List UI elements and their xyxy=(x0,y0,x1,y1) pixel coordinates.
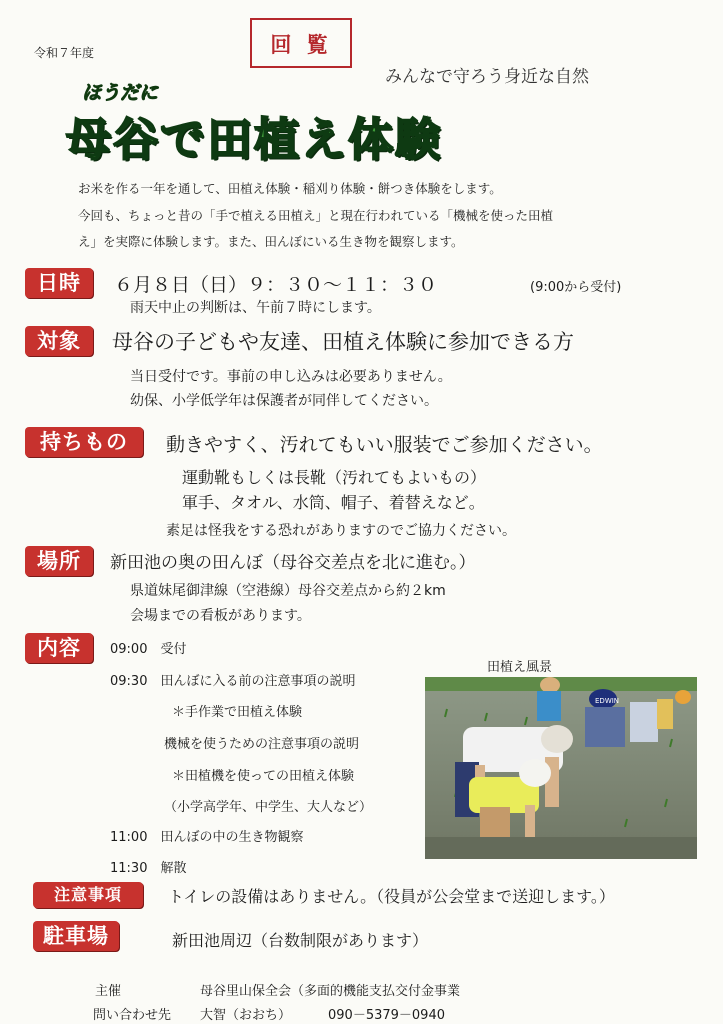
parking-text: 新田池周辺（台数制限があります） xyxy=(172,931,429,950)
datetime-main: ６月８日（日）９：３０～１１：３０ xyxy=(114,274,438,296)
parking-label: 駐車場 xyxy=(33,921,119,951)
notice-text: トイレの設備はありません。（役員が公会堂まで送迎します。） xyxy=(168,887,615,906)
notice-label: 注意事項 xyxy=(33,882,143,908)
belongings-main: 動きやすく、汚れてもいい服装でご参加ください。 xyxy=(166,434,603,456)
contact-tel: 090－5379－0940 xyxy=(328,1008,445,1023)
belongings-label: 持ちもの xyxy=(25,427,143,457)
place-label: 場所 xyxy=(25,546,93,576)
reception-time: (9:00から受付) xyxy=(530,280,622,295)
datetime-label: 日時 xyxy=(25,268,93,298)
intro-line-3: え」を実際に体験します。また、田んぼにいる生き物を観察します。 xyxy=(78,234,464,249)
content-label: 内容 xyxy=(25,633,93,663)
target-main: 母谷の子どもや友達、田植え体験に参加できる方 xyxy=(112,330,574,354)
schedule-item: 機械を使うための注意事項の説明 xyxy=(164,737,360,752)
cap-print: EDWIN xyxy=(595,697,620,705)
intro-line-2: 今回も、ちょっと昔の「手で植える田植え」と現在行われている「機械を使った田植 xyxy=(78,208,554,223)
place-line-1: 県道妹尾御津線（空港線）母谷交差点から約２km xyxy=(130,583,446,599)
schedule-item: （小学高学年、中学生、大人など） xyxy=(164,800,373,815)
intro-line-1: お米を作る一年を通して、田植え体験・稲刈り体験・餅つき体験をします。 xyxy=(78,181,502,196)
fiscal-year: 令和７年度 xyxy=(34,46,95,60)
slogan: みんなで守ろう身近な自然 xyxy=(385,67,589,87)
schedule-item: 09:30 田んぼに入る前の注意事項の説明 xyxy=(110,674,356,689)
schedule-item: 09:00 受付 xyxy=(110,642,187,657)
title-reading: ほうだに xyxy=(82,82,159,104)
organizer: 母谷里山保全会（多面的機能支払交付金事業 xyxy=(200,984,461,999)
belongings-line-2: 軍手、タオル、水筒、帽子、着替えなど。 xyxy=(182,493,485,512)
schedule-item: ＊手作業で田植え体験 xyxy=(172,705,303,720)
contact-label: 問い合わせ先 xyxy=(93,1008,172,1023)
target-line-1: 当日受付です。事前の申し込みは必要ありません。 xyxy=(130,369,452,385)
target-line-2: 幼保、小学低学年は保護者が同伴してください。 xyxy=(130,393,438,409)
rain-note: 雨天中止の判断は、午前７時にします。 xyxy=(130,300,381,316)
schedule-item: ＊田植機を使っての田植え体験 xyxy=(172,769,355,784)
rice-planting-photo xyxy=(425,677,697,859)
belongings-line-1: 運動靴もしくは長靴（汚れてもよいもの） xyxy=(182,468,487,487)
circulation-stamp: 回 覧 xyxy=(250,18,352,68)
belongings-line-3: 素足は怪我をする恐れがありますのでご協力ください。 xyxy=(166,523,516,539)
organizer-label: 主催 xyxy=(95,984,122,999)
contact-name: 大智（おおち） xyxy=(200,1008,292,1023)
place-line-2: 会場までの看板があります。 xyxy=(130,608,311,624)
photo-caption: 田植え風景 xyxy=(487,660,553,675)
page-title: 母谷で田植え体験 xyxy=(66,113,443,166)
target-label: 対象 xyxy=(25,326,93,356)
schedule-item: 11:00 田んぼの中の生き物観察 xyxy=(110,830,304,845)
place-main: 新田池の奥の田んぼ（母谷交差点を北に進む。） xyxy=(110,553,476,573)
schedule-item: 11:30 解散 xyxy=(110,861,187,876)
